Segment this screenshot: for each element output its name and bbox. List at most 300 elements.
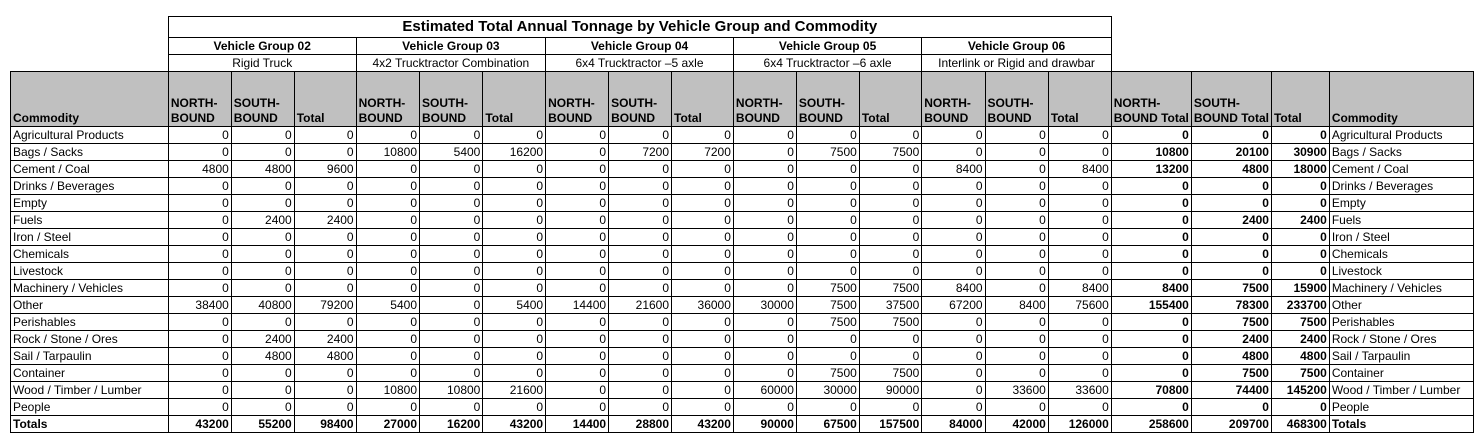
value-cell: 0 — [483, 212, 546, 229]
value-cell: 0 — [168, 365, 231, 382]
value-cell: 0 — [985, 195, 1048, 212]
group-header: Vehicle Group 05 — [733, 38, 921, 55]
value-cell: 0 — [168, 246, 231, 263]
value-cell: 0 — [420, 314, 483, 331]
table-row — [11, 331, 1474, 348]
commodity-cell-right: Totals — [1329, 416, 1473, 433]
total-cell: 10800 — [1111, 144, 1191, 161]
commodity-cell: Empty — [11, 195, 169, 212]
group-description: 6x4 Trucktractor –6 axle — [733, 55, 921, 72]
value-cell: 0 — [168, 280, 231, 297]
total-cell: 8400 — [1111, 280, 1191, 297]
value-cell: 2400 — [294, 331, 356, 348]
value-cell: 10800 — [356, 382, 419, 399]
total-cell: 258600 — [1111, 416, 1191, 433]
value-cell: 0 — [672, 229, 734, 246]
commodity-cell-right: People — [1329, 399, 1473, 416]
northbound-total-header: NORTH- BOUND Total — [1111, 72, 1191, 127]
value-cell: 0 — [922, 178, 985, 195]
total-cell: 7500 — [1191, 365, 1271, 382]
total-cell: 0 — [1111, 178, 1191, 195]
value-cell: 0 — [483, 331, 546, 348]
value-cell: 0 — [483, 263, 546, 280]
value-cell: 7200 — [672, 144, 734, 161]
value-cell: 7500 — [796, 297, 859, 314]
value-cell: 4800 — [231, 161, 294, 178]
value-cell: 43200 — [672, 416, 734, 433]
total-cell: 2400 — [1191, 212, 1271, 229]
total-cell: 0 — [1191, 195, 1271, 212]
value-cell: 28800 — [609, 416, 672, 433]
value-cell: 0 — [985, 263, 1048, 280]
blank-cell — [1111, 38, 1473, 55]
group-header: Vehicle Group 02 — [168, 38, 356, 55]
southbound-header: SOUTH- BOUND — [985, 72, 1048, 127]
value-cell: 9600 — [294, 161, 356, 178]
value-cell: 0 — [168, 229, 231, 246]
value-cell: 0 — [796, 212, 859, 229]
total-cell: 0 — [1271, 263, 1329, 280]
value-cell: 0 — [609, 161, 672, 178]
table-row — [11, 314, 1474, 331]
value-cell: 14400 — [546, 416, 609, 433]
total-header: Total — [672, 72, 734, 127]
value-cell: 0 — [796, 331, 859, 348]
total-cell: 0 — [1191, 178, 1271, 195]
total-cell: 0 — [1271, 229, 1329, 246]
value-cell: 0 — [420, 297, 483, 314]
total-cell: 7500 — [1191, 280, 1271, 297]
value-cell: 0 — [420, 263, 483, 280]
value-cell: 0 — [609, 348, 672, 365]
value-cell: 0 — [231, 399, 294, 416]
commodity-cell: Perishables — [11, 314, 169, 331]
value-cell: 0 — [796, 399, 859, 416]
value-cell: 0 — [609, 127, 672, 144]
commodity-cell: Wood / Timber / Lumber — [11, 382, 169, 399]
commodity-cell: People — [11, 399, 169, 416]
value-cell: 0 — [859, 331, 921, 348]
southbound-header: SOUTH- BOUND — [796, 72, 859, 127]
value-cell: 0 — [546, 161, 609, 178]
total-cell: 155400 — [1111, 297, 1191, 314]
commodity-cell: Chemicals — [11, 246, 169, 263]
value-cell: 2400 — [231, 212, 294, 229]
value-cell: 0 — [231, 144, 294, 161]
value-cell: 0 — [483, 246, 546, 263]
table-row — [11, 229, 1474, 246]
total-cell: 30900 — [1271, 144, 1329, 161]
blank-cell — [1111, 17, 1473, 38]
value-cell: 0 — [609, 178, 672, 195]
total-cell: 0 — [1191, 127, 1271, 144]
group-description: 6x4 Trucktractor –5 axle — [546, 55, 734, 72]
value-cell: 67500 — [796, 416, 859, 433]
total-header: Total — [483, 72, 546, 127]
value-cell: 0 — [483, 195, 546, 212]
value-cell: 0 — [420, 280, 483, 297]
value-cell: 0 — [733, 399, 796, 416]
value-cell: 0 — [294, 127, 356, 144]
total-header: Total — [1048, 72, 1111, 127]
value-cell: 0 — [356, 280, 419, 297]
commodity-cell-right: Drinks / Beverages — [1329, 178, 1473, 195]
value-cell: 0 — [168, 212, 231, 229]
value-cell: 0 — [672, 263, 734, 280]
total-cell: 0 — [1271, 127, 1329, 144]
table-row — [11, 127, 1474, 144]
value-cell: 4800 — [168, 161, 231, 178]
value-cell: 7500 — [796, 280, 859, 297]
value-cell: 0 — [294, 314, 356, 331]
total-cell: 0 — [1271, 399, 1329, 416]
total-cell: 2400 — [1271, 331, 1329, 348]
value-cell: 0 — [420, 365, 483, 382]
value-cell: 0 — [356, 127, 419, 144]
total-cell: 70800 — [1111, 382, 1191, 399]
value-cell: 0 — [796, 178, 859, 195]
value-cell: 0 — [859, 348, 921, 365]
total-cell: 0 — [1191, 246, 1271, 263]
value-cell: 7500 — [796, 365, 859, 382]
commodity-cell-right: Wood / Timber / Lumber — [1329, 382, 1473, 399]
value-cell: 0 — [1048, 246, 1111, 263]
value-cell: 0 — [733, 178, 796, 195]
grand-total-header: Total — [1271, 72, 1329, 127]
blank-cell — [1111, 55, 1473, 72]
value-cell: 0 — [420, 331, 483, 348]
total-cell: 0 — [1271, 195, 1329, 212]
value-cell: 0 — [168, 348, 231, 365]
value-cell: 0 — [483, 348, 546, 365]
value-cell: 0 — [546, 127, 609, 144]
value-cell: 0 — [859, 195, 921, 212]
table-row — [11, 399, 1474, 416]
value-cell: 30000 — [733, 297, 796, 314]
commodity-cell: Other — [11, 297, 169, 314]
value-cell: 0 — [231, 127, 294, 144]
value-cell: 8400 — [985, 297, 1048, 314]
total-cell: 0 — [1111, 263, 1191, 280]
total-header: Total — [859, 72, 921, 127]
table-title: Estimated Total Annual Tonnage by Vehicle Group and Commodity — [168, 17, 1111, 38]
total-cell: 0 — [1111, 229, 1191, 246]
value-cell: 10800 — [420, 382, 483, 399]
value-cell: 27000 — [356, 416, 419, 433]
value-cell: 0 — [859, 212, 921, 229]
value-cell: 33600 — [985, 382, 1048, 399]
table-row — [11, 178, 1474, 195]
value-cell: 0 — [985, 229, 1048, 246]
value-cell: 0 — [546, 331, 609, 348]
value-cell: 0 — [859, 161, 921, 178]
group-header: Vehicle Group 06 — [922, 38, 1112, 55]
value-cell: 0 — [546, 229, 609, 246]
total-cell: 0 — [1271, 246, 1329, 263]
table-row — [11, 382, 1474, 399]
value-cell: 5400 — [356, 297, 419, 314]
value-cell: 7500 — [859, 365, 921, 382]
value-cell: 0 — [420, 212, 483, 229]
total-cell: 0 — [1111, 212, 1191, 229]
table-row — [11, 144, 1474, 161]
value-cell: 0 — [546, 263, 609, 280]
group-header: Vehicle Group 03 — [356, 38, 546, 55]
total-cell: 0 — [1111, 348, 1191, 365]
value-cell: 0 — [231, 365, 294, 382]
value-cell: 0 — [483, 161, 546, 178]
value-cell: 0 — [733, 348, 796, 365]
value-cell: 0 — [356, 161, 419, 178]
value-cell: 0 — [231, 178, 294, 195]
value-cell: 0 — [483, 314, 546, 331]
value-cell: 0 — [294, 144, 356, 161]
value-cell: 0 — [168, 314, 231, 331]
total-cell: 74400 — [1191, 382, 1271, 399]
value-cell: 0 — [356, 331, 419, 348]
value-cell: 43200 — [168, 416, 231, 433]
value-cell: 0 — [796, 263, 859, 280]
value-cell: 2400 — [294, 212, 356, 229]
value-cell: 8400 — [1048, 161, 1111, 178]
table-row — [11, 263, 1474, 280]
value-cell: 0 — [609, 195, 672, 212]
value-cell: 0 — [1048, 399, 1111, 416]
total-header: Total — [294, 72, 356, 127]
value-cell: 126000 — [1048, 416, 1111, 433]
value-cell: 0 — [922, 263, 985, 280]
value-cell: 0 — [922, 212, 985, 229]
value-cell: 0 — [609, 229, 672, 246]
value-cell: 4800 — [231, 348, 294, 365]
commodity-cell: Rock / Stone / Ores — [11, 331, 169, 348]
value-cell: 43200 — [483, 416, 546, 433]
value-cell: 0 — [546, 399, 609, 416]
table-row — [11, 212, 1474, 229]
tonnage-table — [10, 16, 1474, 433]
value-cell: 36000 — [672, 297, 734, 314]
value-cell: 0 — [356, 365, 419, 382]
value-cell: 5400 — [483, 297, 546, 314]
southbound-header: SOUTH- BOUND — [609, 72, 672, 127]
value-cell: 42000 — [985, 416, 1048, 433]
total-cell: 2400 — [1271, 212, 1329, 229]
value-cell: 0 — [231, 314, 294, 331]
commodity-cell-right: Livestock — [1329, 263, 1473, 280]
group-header: Vehicle Group 04 — [546, 38, 734, 55]
value-cell: 0 — [1048, 348, 1111, 365]
value-cell: 0 — [1048, 331, 1111, 348]
value-cell: 38400 — [168, 297, 231, 314]
value-cell: 0 — [420, 195, 483, 212]
value-cell: 7200 — [609, 144, 672, 161]
value-cell: 90000 — [859, 382, 921, 399]
value-cell: 0 — [985, 144, 1048, 161]
northbound-header: NORTH- BOUND — [168, 72, 231, 127]
value-cell: 0 — [609, 331, 672, 348]
commodity-cell: Container — [11, 365, 169, 382]
total-cell: 15900 — [1271, 280, 1329, 297]
total-cell: 0 — [1191, 229, 1271, 246]
value-cell: 10800 — [356, 144, 419, 161]
value-cell: 14400 — [546, 297, 609, 314]
value-cell: 0 — [609, 399, 672, 416]
value-cell: 0 — [294, 399, 356, 416]
value-cell: 7500 — [859, 280, 921, 297]
commodity-cell: Sail / Tarpaulin — [11, 348, 169, 365]
value-cell: 0 — [168, 331, 231, 348]
value-cell: 0 — [672, 348, 734, 365]
value-cell: 0 — [420, 229, 483, 246]
value-cell: 0 — [609, 246, 672, 263]
total-cell: 13200 — [1111, 161, 1191, 178]
value-cell: 0 — [859, 399, 921, 416]
value-cell: 0 — [356, 212, 419, 229]
value-cell: 0 — [609, 365, 672, 382]
total-cell: 18000 — [1271, 161, 1329, 178]
southbound-total-header: SOUTH- BOUND Total — [1191, 72, 1271, 127]
value-cell: 0 — [356, 246, 419, 263]
northbound-header: NORTH- BOUND — [546, 72, 609, 127]
value-cell: 8400 — [922, 161, 985, 178]
value-cell: 0 — [609, 382, 672, 399]
commodity-cell: Bags / Sacks — [11, 144, 169, 161]
commodity-cell: Totals — [11, 416, 169, 433]
total-cell: 4800 — [1191, 348, 1271, 365]
value-cell: 2400 — [231, 331, 294, 348]
value-cell: 0 — [356, 348, 419, 365]
value-cell: 0 — [985, 212, 1048, 229]
northbound-header: NORTH- BOUND — [356, 72, 419, 127]
value-cell: 0 — [1048, 365, 1111, 382]
commodity-cell-right: Chemicals — [1329, 246, 1473, 263]
commodity-cell: Livestock — [11, 263, 169, 280]
value-cell: 0 — [483, 127, 546, 144]
value-cell: 33600 — [1048, 382, 1111, 399]
value-cell: 0 — [796, 348, 859, 365]
value-cell: 0 — [733, 127, 796, 144]
value-cell: 0 — [546, 280, 609, 297]
value-cell: 0 — [985, 127, 1048, 144]
value-cell: 37500 — [859, 297, 921, 314]
commodity-cell-right: Cement / Coal — [1329, 161, 1473, 178]
total-cell: 0 — [1111, 331, 1191, 348]
value-cell: 7500 — [859, 314, 921, 331]
total-cell: 0 — [1191, 263, 1271, 280]
value-cell: 0 — [546, 365, 609, 382]
total-cell: 0 — [1111, 365, 1191, 382]
value-cell: 0 — [546, 178, 609, 195]
value-cell: 8400 — [922, 280, 985, 297]
value-cell: 30000 — [796, 382, 859, 399]
value-cell: 0 — [859, 263, 921, 280]
value-cell: 0 — [672, 246, 734, 263]
table-row — [11, 246, 1474, 263]
commodity-cell-right: Machinery / Vehicles — [1329, 280, 1473, 297]
value-cell: 0 — [483, 229, 546, 246]
total-cell: 7500 — [1191, 314, 1271, 331]
total-cell: 0 — [1111, 314, 1191, 331]
value-cell: 0 — [859, 246, 921, 263]
value-cell: 0 — [922, 331, 985, 348]
value-cell: 0 — [609, 263, 672, 280]
table-row — [11, 365, 1474, 382]
total-cell: 0 — [1111, 246, 1191, 263]
value-cell: 157500 — [859, 416, 921, 433]
value-cell: 16200 — [483, 144, 546, 161]
southbound-header: SOUTH- BOUND — [231, 72, 294, 127]
value-cell: 0 — [1048, 212, 1111, 229]
value-cell: 0 — [546, 195, 609, 212]
value-cell: 0 — [546, 348, 609, 365]
value-cell: 67200 — [922, 297, 985, 314]
value-cell: 0 — [796, 246, 859, 263]
value-cell: 0 — [356, 178, 419, 195]
value-cell: 0 — [483, 280, 546, 297]
value-cell: 21600 — [609, 297, 672, 314]
northbound-header: NORTH- BOUND — [733, 72, 796, 127]
value-cell: 0 — [1048, 263, 1111, 280]
total-cell: 4800 — [1271, 348, 1329, 365]
value-cell: 0 — [859, 127, 921, 144]
total-cell: 233700 — [1271, 297, 1329, 314]
commodity-cell: Cement / Coal — [11, 161, 169, 178]
value-cell: 0 — [1048, 314, 1111, 331]
value-cell: 0 — [733, 195, 796, 212]
value-cell: 0 — [922, 127, 985, 144]
total-cell: 0 — [1191, 399, 1271, 416]
value-cell: 0 — [1048, 144, 1111, 161]
value-cell: 0 — [420, 348, 483, 365]
value-cell: 0 — [1048, 127, 1111, 144]
value-cell: 0 — [796, 195, 859, 212]
value-cell: 7500 — [796, 144, 859, 161]
value-cell: 0 — [483, 365, 546, 382]
value-cell: 0 — [922, 229, 985, 246]
commodity-cell: Iron / Steel — [11, 229, 169, 246]
value-cell: 0 — [733, 263, 796, 280]
value-cell: 0 — [985, 314, 1048, 331]
totals-row — [11, 416, 1474, 433]
total-cell: 0 — [1271, 178, 1329, 195]
value-cell: 0 — [1048, 229, 1111, 246]
commodity-header-right: Commodity — [1329, 72, 1473, 127]
table-row — [11, 161, 1474, 178]
value-cell: 0 — [985, 399, 1048, 416]
total-cell: 78300 — [1191, 297, 1271, 314]
value-cell: 0 — [168, 195, 231, 212]
value-cell: 0 — [231, 280, 294, 297]
value-cell: 16200 — [420, 416, 483, 433]
group-description: Interlink or Rigid and drawbar — [922, 55, 1112, 72]
value-cell: 0 — [294, 229, 356, 246]
value-cell: 0 — [922, 314, 985, 331]
total-cell: 0 — [1111, 399, 1191, 416]
value-cell: 4800 — [294, 348, 356, 365]
value-cell: 0 — [231, 195, 294, 212]
value-cell: 0 — [733, 246, 796, 263]
total-cell: 7500 — [1271, 314, 1329, 331]
value-cell: 0 — [796, 229, 859, 246]
value-cell: 0 — [985, 178, 1048, 195]
total-cell: 7500 — [1271, 365, 1329, 382]
value-cell: 0 — [168, 399, 231, 416]
value-cell: 0 — [231, 382, 294, 399]
total-cell: 0 — [1111, 195, 1191, 212]
value-cell: 0 — [294, 178, 356, 195]
commodity-cell: Agricultural Products — [11, 127, 169, 144]
value-cell: 0 — [922, 144, 985, 161]
